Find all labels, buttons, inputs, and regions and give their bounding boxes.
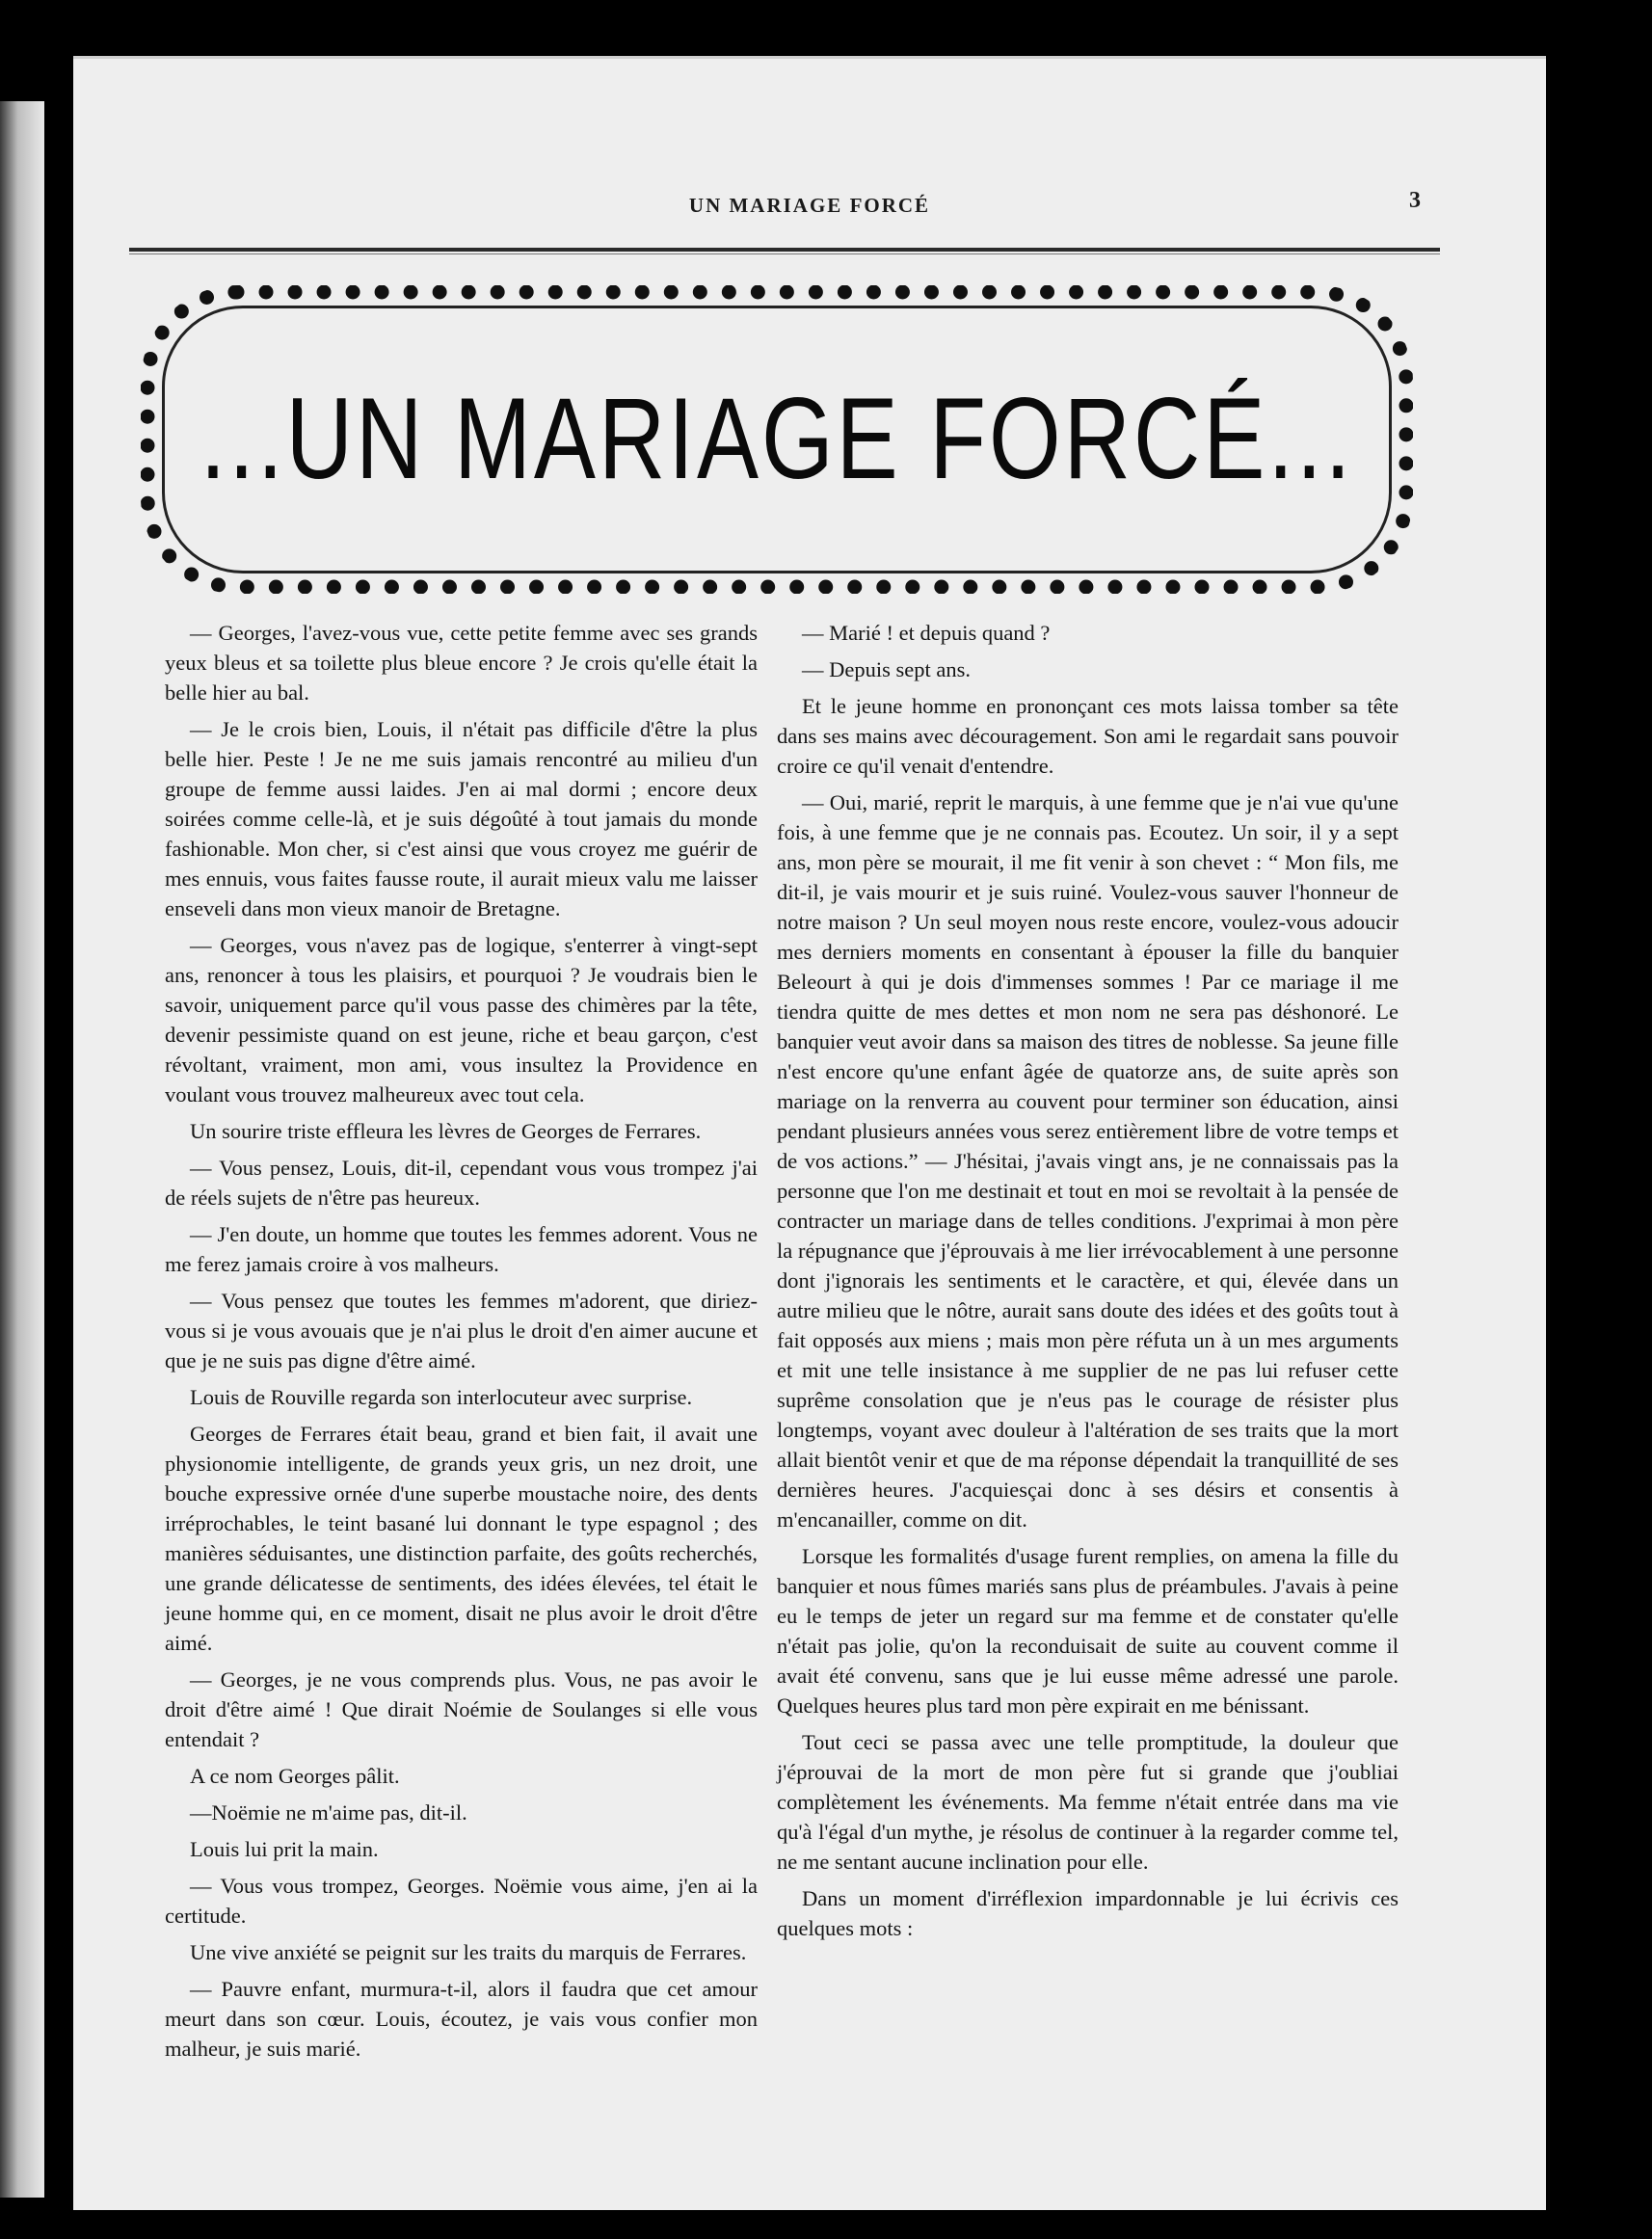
running-header: UN MARIAGE FORCÉ xyxy=(688,194,931,217)
page-number: 3 xyxy=(1409,188,1421,213)
paragraph: —Noëmie ne m'aime pas, dit-il. xyxy=(190,1800,467,1825)
paragraph: — Depuis sept ans. xyxy=(802,657,971,681)
paragraph: Lorsque les formalités d'usage furent remplies, on amena la fille du banquier et nous fûmes mariés sans plus de préambules. J'avais à peine eu le temps de jeter un regard sur ma femme et de constater qu'elle n'était pas jolie, qu'on la reconduisait de suite au couvent comme il avait été convenu, sans que je lui eusse même adressé une parole. Quelques heures plus tard mon père expirait en me bénissant. xyxy=(777,1544,1399,1718)
paragraph: — Georges, je ne vous comprends plus. Vous, ne pas avoir le droit d'être aimé ! Que dirait Noémie de Soulanges si elle vous entendait ? xyxy=(165,1667,758,1751)
paragraph: Et le jeune homme en prononçant ces mots laissa tomber sa tête dans ses mains avec découragement. Son ami le regardait sans pouvoir croire ce qu'il venait d'entendre. xyxy=(777,694,1399,778)
paragraph: — Oui, marié, reprit le marquis, à une femme que je n'ai vue qu'une fois, à une femme que je ne connais pas. Ecoutez. Un soir, il y a sept ans, mon père se mourait, il me fit venir à son chevet : “ Mon fils, me dit-il, je vais mourir et je suis ruiné. Voulez-vous sauver l'honneur de notre maison ? Un seul moyen nous reste encore, voulez-vous adoucir mes derniers moments en consentant à épouser la fille du banquier Beleourt à qui je dois d'immenses sommes ! Par ce mariage il me tiendra quitte de mes dettes et mon nom ne sera pas déshonoré. Le banquier veut avoir dans sa maison des titres de noblesse. Sa jeune fille n'est encore qu'une enfant âgée de quatorze ans, de suite après son mariage on la renverra au couvent pour terminer son éducation, ainsi pendant plusieurs années vous serez entièrement libre de votre temps et de vos actions.” — J'hésitai, j'avais vingt ans, je ne connaissais pas la personne que l'on me destinait et tout en moi se revoltait à la pensée de contracter un mariage dans de telles conditions. J'exprimai à mon père la répugnance que j'éprouvais à me lier irrévocablement à une personne dont j'ignorais les sentiments et le caractère, et qui, élevée dans un autre milieu que le nôtre, aurait sans doute des idées et des goûts tout à fait opposés aux miens ; mais mon père réfuta un à un mes arguments et mit une telle insistance à me supplier de ne pas lui refuser cette suprême consolation que je n'eus pas le courage de résister plus longtemps, voyant avec douleur à l'altération de ses traits que la mort allait bientôt venir et que de ma réponse dépendait la tranquillité de ses dernières heures. J'acquiesçai donc à ses désirs et consentis à m'encanailler, comme on dit. xyxy=(777,790,1399,1532)
paragraph: A ce nom Georges pâlit. xyxy=(190,1764,400,1788)
paragraph: — Je le crois bien, Louis, il n'était pas difficile d'être la plus belle hier. Peste ! Je ne me suis jamais rencontré au milieu d'un groupe de femme aussi laides. J'en ai mal dormi ; encore deux soirées comme celle-là, et je suis dégoûté à tout jamais du monde fashionable. Mon cher, si c'est ainsi que vous croyez me guérir de mes ennuis, vous faites fausse route, il aurait mieux valu me laisser enseveli dans mon vieux manoir de Bretagne. xyxy=(165,717,758,920)
header-rule-thin xyxy=(129,253,1440,254)
header-rule xyxy=(129,248,1440,252)
page-title: ...UN MARIAGE FORCÉ... xyxy=(200,374,1354,504)
paragraph: — Marié ! et depuis quand ? xyxy=(802,621,1051,645)
paragraph: — Vous pensez que toutes les femmes m'adorent, que diriez-vous si je vous avouais que je n'ai plus le droit d'en aimer aucune et que je ne suis pas digne d'être aimé. xyxy=(165,1289,758,1373)
left-text-column xyxy=(165,618,758,2070)
paragraph: — Vous vous trompez, Georges. Noëmie vous aime, j'en ai la certitude. xyxy=(165,1874,758,1928)
paragraph: Dans un moment d'irréflexion impardonnable je lui écrivis ces quelques mots : xyxy=(777,1886,1399,1940)
paragraph: Louis de Rouville regarda son interlocuteur avec surprise. xyxy=(190,1385,693,1409)
paragraph: — J'en doute, un homme que toutes les femmes adorent. Vous ne me ferez jamais croire à vos malheurs. xyxy=(165,1222,758,1276)
paragraph: — Pauvre enfant, murmura-t-il, alors il faudra que cet amour meurt dans son cœur. Louis, écoutez, je vais vous confier mon malheur, je suis marié. xyxy=(165,1977,758,2061)
page-gutter xyxy=(44,101,73,2198)
paragraph: Louis lui prit la main. xyxy=(190,1837,379,1861)
paragraph: — Georges, l'avez-vous vue, cette petite femme avec ses grands yeux bleus et sa toilette plus bleue encore ? Je crois qu'elle était la belle hier au bal. xyxy=(165,621,758,705)
adjacent-page-edge xyxy=(0,101,44,2198)
paragraph: — Vous pensez, Louis, dit-il, cependant vous vous trompez j'ai de réels sujets de n'être pas heureux. xyxy=(165,1156,758,1210)
right-text-column xyxy=(777,618,1399,1950)
paragraph: Un sourire triste effleura les lèvres de Georges de Ferrares. xyxy=(190,1119,702,1143)
paragraph: — Georges, vous n'avez pas de logique, s'enterrer à vingt-sept ans, renoncer à tous les plaisirs, et pourquoi ? Je voudrais bien le savoir, uniquement parce qu'il vous passe des chimères par la tête, devenir pessimiste quand on est jeune, riche et beau garçon, c'est révoltant, vraiment, mon ami, vous insultez la Providence en voulant vous trouvez malheureux avec tout cela. xyxy=(165,933,758,1106)
paragraph: Georges de Ferrares était beau, grand et bien fait, il avait une physionomie intelligente, de grands yeux gris, un nez droit, une bouche expressive ornée d'une superbe moustache noire, des dents irréprochables, le teint basané lui donnant le type espagnol ; des manières séduisantes, une distinction parfaite, des goûts recherchés, une grande délicatesse de sentiments, des idées élevées, tel était le jeune homme qui, en ce moment, disait ne plus avoir le droit d'être aimé. xyxy=(165,1422,758,1655)
paragraph: Tout ceci se passa avec une telle promptitude, la douleur que j'éprouvai de la mort de mon père fut si grande que j'oubliai complètement les événements. Ma femme n'était entrée dans ma vie qu'à l'égal d'un mythe, je résolus de continuer à la regarder comme tel, ne me sentant aucune inclination pour elle. xyxy=(777,1730,1399,1874)
document-page xyxy=(73,56,1546,2210)
paragraph: Une vive anxiété se peignit sur les traits du marquis de Ferrares. xyxy=(190,1940,747,1964)
